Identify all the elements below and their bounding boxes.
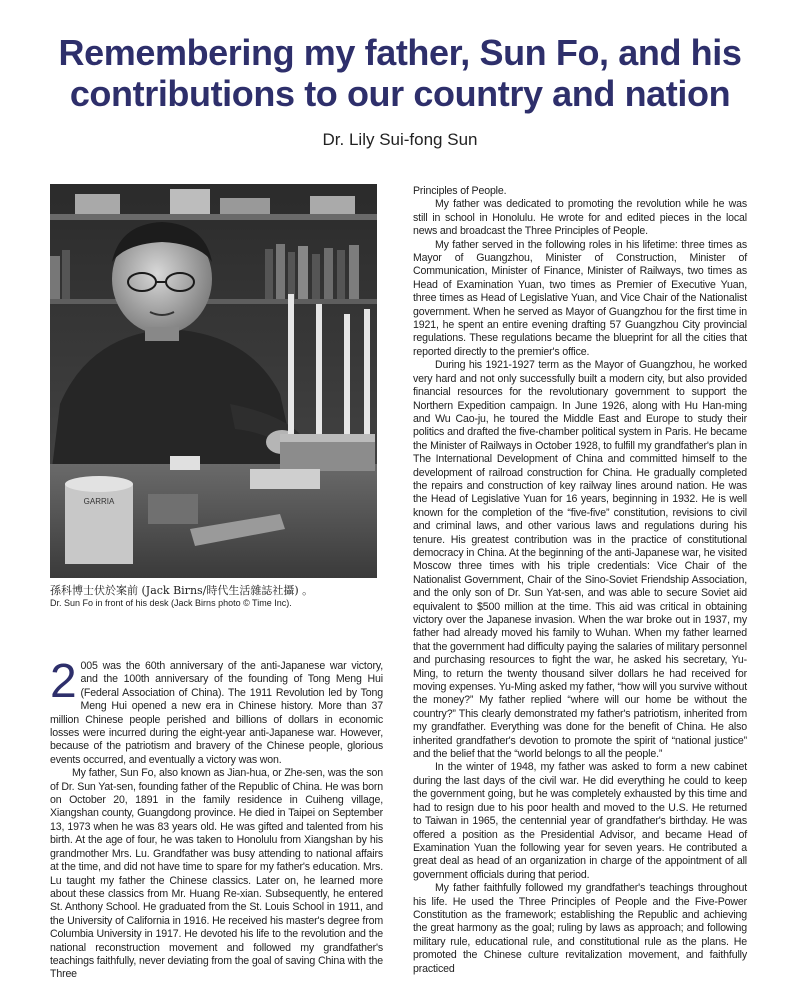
paragraph: Principles of People. <box>413 185 507 197</box>
paragraph: In the winter of 1948, my father was asked to form a new cabinet during the last days of the civil war. He did everything he could to keep the government going, but he was completely exhausted by this time and had to resign due to his poor health and moved to the U.S. He returned to Taiwan in 1965, the centennial year of grandfather's birthday. He was offered a position as the Presidential Advisor, and became Head of Examination Yuan the following year for seven years. He contributed a great deal as head of an organization in charge of the appointment of all government officials during that period. <box>413 761 747 881</box>
drop-cap: 2 <box>50 655 77 708</box>
paragraph: During his 1921-1927 term as the Mayor of Guangzhou, he worked very hard and not only successfully built a modern city, but also provided financial resources for the revolutionary government to support the Northern Expedition campaign. In June 1926, along with Hu Han-ming and Wu Cao-ju, he toured the Middle East and Europe to study their politics and drafted the five-chamber political system in Paris. He became the Minister of Railways in October 1928, to fulfill my grandfather's plan in The International Development of China and committed himself to the development of railroad construction for China. He gradually completed the repairs and construction of key railway lines around nation. He was the Head of Legislative Yuan for 16 years, beginning in 1932. He is well known for the completion of the “five-five” constitution, revisions to civil and criminal laws, and other various laws and regulations during his tenure. His greatest contribution was in the practice of constitutional democracy in China. At the beginning of the anti-Japanese war, he visited Moscow three times with his triple credentials: Vice Chair of the Nationalist Government, Chair of the Sino-Soviet Friendship Association, and the only son of Dr. Sun Yat-sen, and was able to secure Soviet aid equivalent to $500 million at the time. This aid was critical in obtaining victory over the Japanese invasion. When the war broke out in 1937, my father had already moved his family to Wuhan. When my father learned that the government had difficulty paying the salaries of military personnel and purchasing resources to fight the war, he asked his secretary, Yu-Ming, to return the twenty thousand silver dollars he had received for moving expenses. Yu-Ming asked my father, “how will you survive without the money?” My father replied “where will our home be without the country?” This clearly demonstrated my father's patriotism, inherited from my grandfather. Everything was done for the benefit of China. He also inherited grandfather's devotion to promote the spirit of “national justice” and the belief that the “world belongs to all the people.” <box>413 359 747 761</box>
paragraph: My father served in the following roles in his lifetime: three times as Mayor of Guangzhou, Minister of Construction, Minister of Communication, Minister of Finance, Minister of Railways, two times as Head of Examination Yuan, two times as Premier of Executive Yuan, three times as Head of Legislative Yuan, and Vice Chair of the Nationalist government. When he served as Mayor of Guangzhou for the first time in 1921, he spent an entire evening drafting 57 Guangzhou City provincial regulations. These regulations became the blueprint for all the cities that reported directly to the premier's office. <box>413 238 747 358</box>
paragraph: 2 005 was the 60th anniversary of the anti-Japanese war victory, and the 100th anniversary of the founding of Tong Meng Hui (Federal Association of China). The 1911 Revolution led by Tong Meng Hui opened a new era in Chinese history. More than 37 million Chinese people perished and billions of dollars in economic losses were incurred during the eight-year anti-Japanese war. However, because of the patriotism and bravery of the Chinese people, glorious events occurred, and eventually a victory was won. <box>50 655 383 766</box>
paragraph: My father, Sun Fo, also known as Jian-hua, or Zhe-sen, was the son of Dr. Sun Yat-sen, founding father of the Republic of China. He was born on October 20, 1891 in the family residence in Cuiheng village, Xiangshan county, Guangdong province. He died in Taipei on September 13, 1973 when he was 83 years old. He was gifted and talented from his birth. At the age of four, he was taken to Honolulu from Xiangshan by his grandmother Mrs. Lu. Grandfather was busy attending to national affairs at the time, and did not have time to spare for my father's education. Mrs. Lu taught my father the Chinese classics. Later on, he learned more about these classics from Mr. Huang Re-xian. Subsequently, he entered St. Anthony School. He graduated from the St. Louis School in 1911, and the University of California in 1916. He received his master's degree from Columbia University in 1917. He devoted his life to the revolution and the national reconstruction movement and followed my grandfather's teachings faithfully, never deviating from the goal of saving China with the Three <box>50 767 383 981</box>
article-column-right <box>413 185 747 976</box>
article-title: Remembering my father, Sun Fo, and his contributions to our country and nation <box>58 32 742 114</box>
photo-caption-english: Dr. Sun Fo in front of his desk (Jack Birns photo © Time Inc). <box>50 598 292 608</box>
photo-caption-chinese: 孫科博士伏於案前 (Jack Birns/時代生活雜誌社攝) 。 <box>50 584 314 597</box>
paragraph: My father faithfully followed my grandfather's teachings throughout his life. He used the Three Principles of People and the Five-Power Constitution as the framework; establishing the Republic and achieving the great harmony as the goal; ruling by laws as approach; and following military rule, educational rule, and constitutional rule as the plans. He promoted the Chinese culture revitalization movement, and faithfully practiced <box>413 882 747 975</box>
paragraph: My father was dedicated to promoting the revolution while he was still in school in Honolulu. He wrote for and edited pieces in the local news and broadcast the Three Principles of People. <box>413 198 747 238</box>
can-label: GARRIA <box>83 497 115 506</box>
article-column-left <box>50 655 383 982</box>
portrait-photo <box>50 184 377 578</box>
author-byline: Dr. Lily Sui-fong Sun <box>322 130 478 149</box>
